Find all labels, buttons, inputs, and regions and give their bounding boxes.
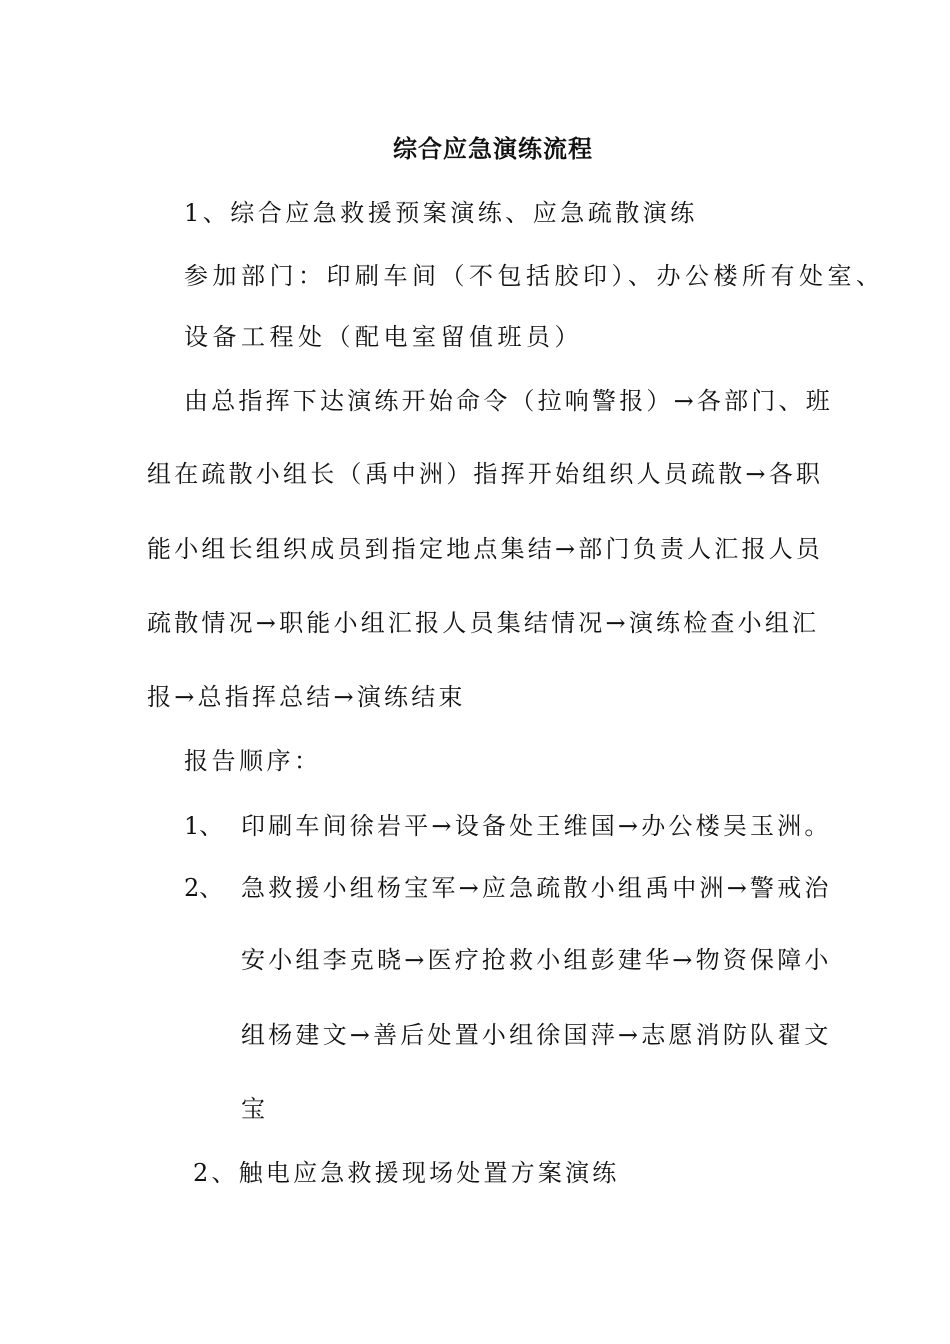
section2-heading: 2、触电应急救援现场处置方案演练	[193, 1159, 620, 1187]
section1-heading: 1、综合应急救援预案演练、应急疏散演练	[184, 199, 698, 227]
flow-line-5: 报→总指挥总结→演练结束	[147, 683, 466, 711]
departments-line-1: 参加部门：印刷车间（不包括胶印）、办公楼所有处室、	[184, 262, 885, 290]
report-item-2-line-1: 急救援小组杨宝军→应急疏散小组禹中洲→警戒治	[241, 874, 832, 902]
report-item-2-line-4: 宝	[241, 1095, 269, 1123]
departments-line-2: 设备工程处（配电室留值班员）	[184, 323, 583, 351]
report-item-2-number: 2、	[184, 874, 224, 902]
report-order-label: 报告顺序：	[184, 747, 322, 775]
flow-line-3: 能小组长组织成员到指定地点集结→部门负责人汇报人员	[147, 535, 824, 563]
report-item-1-line-1: 印刷车间徐岩平→设备处王维国→办公楼吴玉洲。	[241, 812, 832, 840]
report-item-1-number: 1、	[184, 812, 224, 840]
flow-line-2: 组在疏散小组长（禹中洲）指挥开始组织人员疏散→各职	[147, 460, 824, 488]
report-item-2-line-2: 安小组李克晓→医疗抢救小组彭建华→物资保障小	[241, 946, 832, 974]
report-item-2-line-3: 组杨建文→善后处置小组徐国萍→志愿消防队翟文	[241, 1021, 832, 1049]
document-title: 综合应急演练流程	[393, 135, 593, 163]
flow-line-1: 由总指挥下达演练开始命令（拉响警报）→各部门、班	[184, 387, 833, 415]
flow-line-4: 疏散情况→职能小组汇报人员集结情况→演练检查小组汇	[147, 609, 820, 637]
